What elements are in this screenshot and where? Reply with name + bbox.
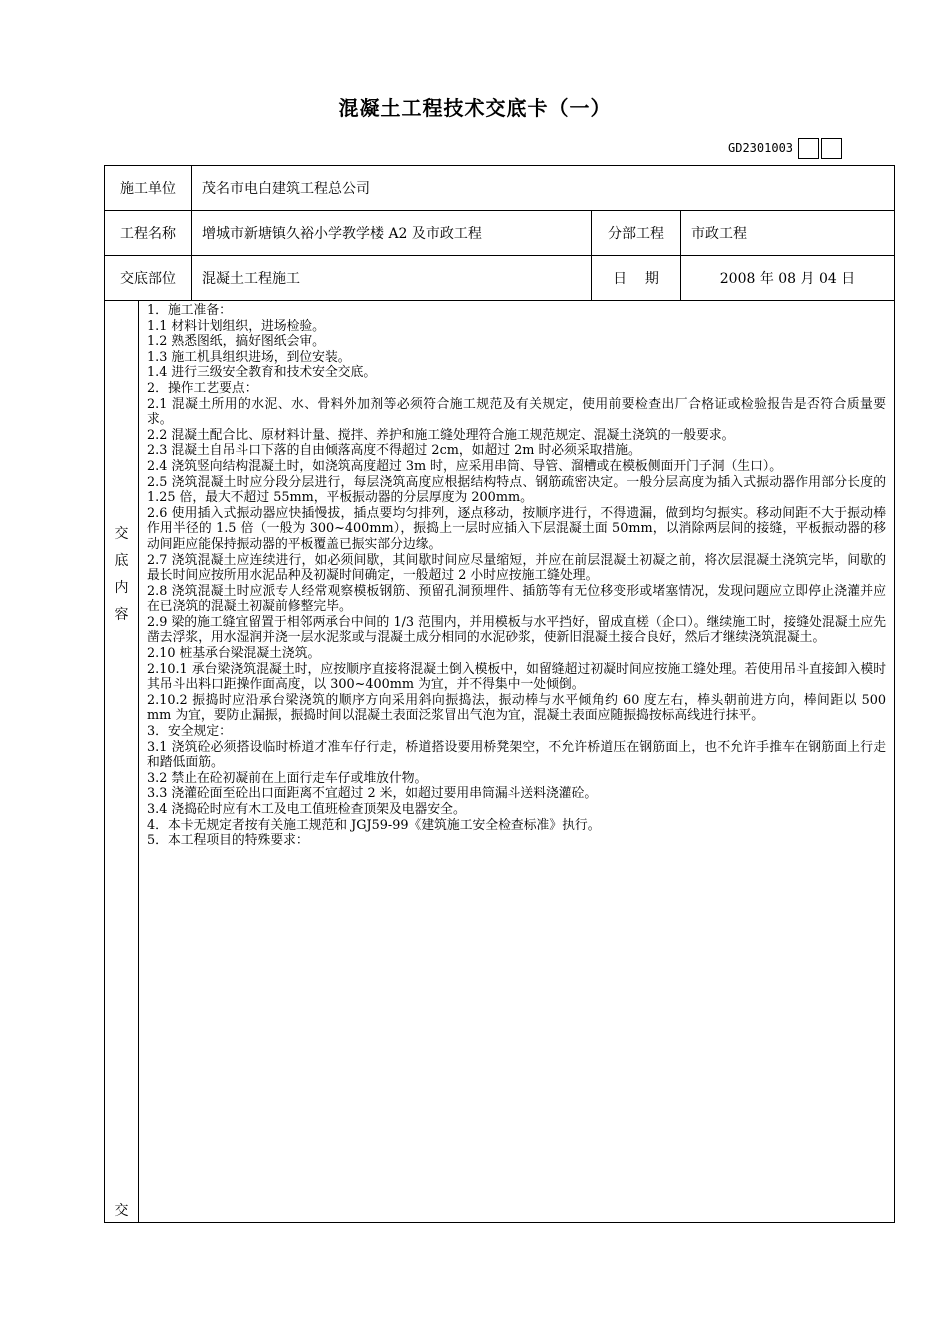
side-char: 容 — [114, 607, 129, 623]
part-value: 混凝土工程施工 — [192, 256, 592, 301]
side-label-column — [105, 301, 139, 1223]
content-line: 1.2 熟悉图纸，搞好图纸会审。 — [147, 334, 325, 350]
content-line: 3.2 禁止在砼初凝前在上面行走车仔或堆放什物。 — [147, 770, 428, 786]
code-box-1 — [798, 138, 819, 159]
code-box-2 — [821, 138, 842, 159]
disclosure-content — [139, 301, 895, 1223]
content-line: 2.1 混凝土所用的水泥、水、骨料外加剂等必须符合施工规范及有关规定，使用前要检查出厂合格证或检验报告是否符合质量要求。 — [147, 396, 887, 428]
disclosure-card-table — [104, 165, 895, 1223]
content-line: 2.9 梁的施工缝宜留置于相邻两承台中间的 1/3 范围内，并用模板与水平挡好，留成直槎（企口）。继续施工时，接缝处混凝土应先凿去浮浆，用水湿润并浇一层水泥浆或与混凝土成分相同的水泥砂浆，使新旧混凝土接合良好，然后才继续浇筑混凝土。 — [147, 614, 887, 646]
content-line: 2．操作工艺要点： — [147, 380, 258, 396]
part-label: 交底部位 — [105, 256, 192, 301]
subproject-value: 市政工程 — [681, 211, 895, 256]
document-code: GD2301003 — [728, 141, 794, 155]
side-char: 内 — [114, 580, 129, 596]
content-line: 2.8 浇筑混凝土时应派专人经常观察模板钢筋、预留孔洞预埋件、插筋等有无位移变形或堵塞情况，发现问题应立即停止浇灌并应在已浇筑的混凝土初凝前修整完毕。 — [147, 583, 887, 615]
content-line: 1．施工准备： — [147, 303, 232, 318]
content-line: 2.10.2 振捣时应沿承台梁浇筑的顺序方向采用斜向振捣法，振动棒与水平倾角约 60 度左右，棒头朝前进方向，棒间距以 500 mm 为宜，要防止漏振，振捣时间以混凝土表面泛浆冒出气泡为宜，混凝土表面应随振捣按标高线进行抹平。 — [147, 692, 887, 724]
content-line: 3.3 浇灌砼面至砼出口面距离不宜超过 2 米，如超过要用串筒漏斗送料浇灌砼。 — [147, 786, 598, 802]
side-char: 交 — [114, 526, 129, 542]
side-bottom-char: 交 — [114, 1203, 129, 1219]
side-char: 底 — [114, 553, 129, 569]
subproject-label: 分部工程 — [592, 211, 681, 256]
content-line: 5．本工程项目的特殊要求： — [147, 833, 309, 849]
document-code-row — [728, 136, 842, 160]
content-line: 2.10.1 承台梁浇筑混凝土时，应按顺序直接将混凝土倒入模板中，如留缝超过初凝时间应按施工缝处理。若使用吊斗直接卸入模时其吊斗出料口距操作面高度，以 300~400mm 为宜，并不得集中一处倾倒。 — [147, 661, 887, 693]
date-label: 日 期 — [592, 256, 681, 301]
project-value: 增城市新塘镇久裕小学教学楼 A2 及市政工程 — [192, 211, 592, 256]
content-line: 1.1 材料计划组织，进场检验。 — [147, 318, 325, 334]
content-line: 4．本卡无规定者按有关施工规范和 JGJ59-99《建筑施工安全检查标准》执行。 — [147, 817, 601, 833]
content-line: 1.4 进行三级安全教育和技术安全交底。 — [147, 365, 377, 381]
content-line: 3.4 浇捣砼时应有木工及电工值班检查顶架及电器安全。 — [147, 802, 466, 817]
date-value: 2008 年 08 月 04 日 — [681, 256, 895, 301]
content-line: 2.3 混凝土自吊斗口下落的自由倾落高度不得超过 2cm，如超过 2m 时必须采取措施。 — [147, 443, 641, 459]
content-line: 2.4 浇筑竖向结构混凝土时，如浇筑高度超过 3m 时，应采用串筒、导管、溜槽或在模板侧面开门子洞（生口）。 — [147, 458, 783, 474]
content-line: 2.7 浇筑混凝土应连续进行，如必须间歇，其间歇时间应尽量缩短，并应在前层混凝土初凝之前，将次层混凝土浇筑完毕，间歇的最长时间应按所用水泥品种及初凝时间确定，一般超过 2 小时应按施工缝处理。 — [147, 552, 887, 584]
content-line: 3.1 浇筑砼必须搭设临时桥道才准车仔行走，桥道搭设要用桥凳架空，不允许桥道压在钢筋面上，也不允许手推车在钢筋面上行走和踏低面筋。 — [147, 739, 887, 771]
content-line: 2.5 浇筑混凝土时应分段分层进行，每层浇筑高度应根据结构特点、钢筋疏密决定。一般分层高度为插入式振动器作用部分长度的 1.25 倍，最大不超过 55mm，平板振动器的分层厚度为 200mm。 — [147, 474, 887, 506]
content-line: 2.10 桩基承台梁混凝土浇筑。 — [147, 646, 321, 662]
project-label: 工程名称 — [105, 211, 192, 256]
content-line: 2.6 使用插入式振动器应快插慢拔，插点要均匀排列，逐点移动，按顺序进行，不得遗漏，做到均匀振实。移动间距不大于振动棒作用半径的 1.5 倍（一般为 300~400mm），振捣上一层时应插入下层混凝土面 50mm，以消除两层间的接缝，平板振动器的移动间距应能保持振动器的平板覆盖已振实部分边缘。 — [147, 505, 887, 552]
content-line: 3．安全规定： — [147, 724, 232, 740]
page-title: 混凝土工程技术交底卡（一） — [338, 96, 612, 120]
unit-value: 茂名市电白建筑工程总公司 — [192, 166, 895, 211]
content-line: 1.3 施工机具组织进场，到位安装。 — [147, 349, 351, 365]
content-line: 2.2 混凝土配合比、原材料计量、搅拌、养护和施工缝处理符合施工规范规定、混凝土浇筑的一般要求。 — [147, 427, 735, 443]
unit-label: 施工单位 — [105, 166, 192, 211]
